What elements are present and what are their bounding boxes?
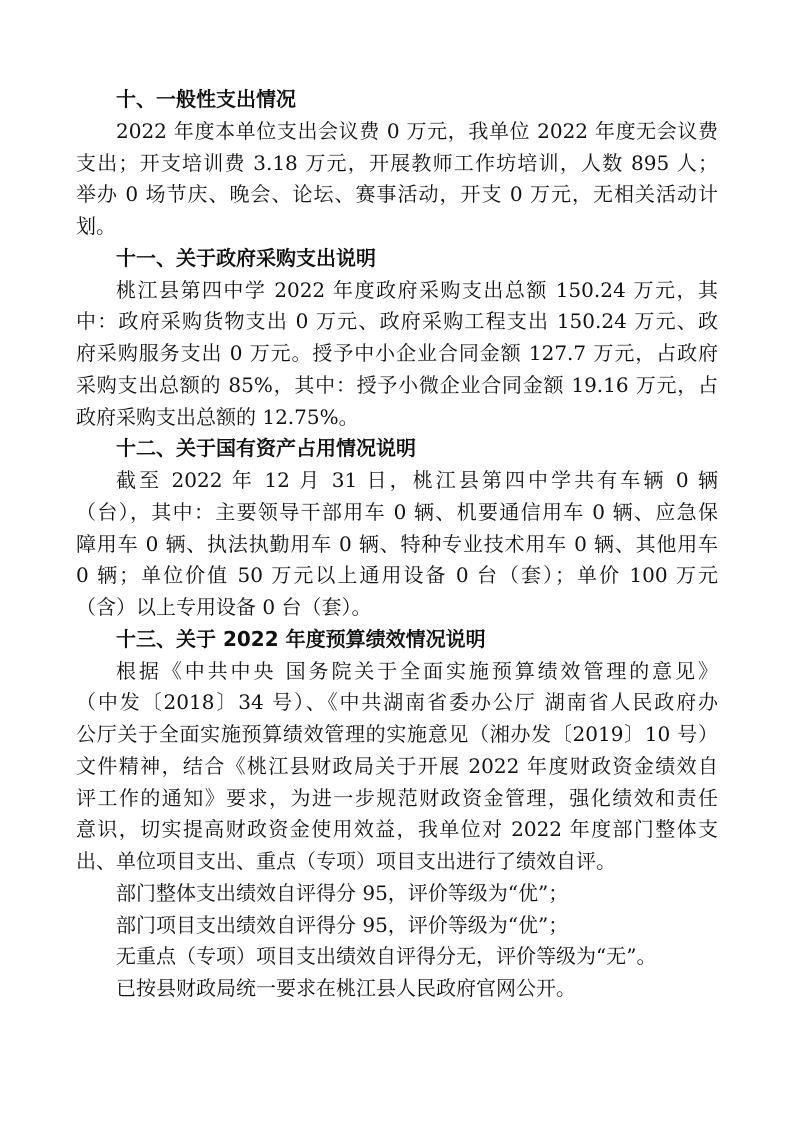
paragraph-line: 2022 年度本单位支出会议费 0 万元，我单位 2022 年度无会议费 [116, 118, 718, 143]
paragraph-line: 文件精神，结合《桃江县财政局关于开展 2022 年度财政资金绩效自 [76, 753, 718, 778]
paragraph-line: 公厅关于全面实施预算绩效管理的实施意见（湘办发〔2019〕10 号） [76, 722, 718, 746]
section-heading: 十一、关于政府采购支出说明 [116, 245, 376, 270]
paragraph-line: 评工作的通知》要求，为进一步规范财政资金管理，强化绩效和责任 [76, 785, 718, 810]
paragraph-line: 政府采购支出总额的 12.75%。 [76, 404, 359, 429]
paragraph-line: （含）以上专用设备 0 台（套）。 [76, 595, 372, 619]
paragraph-line: 部门整体支出绩效自评得分 95，评价等级为“优”； [116, 880, 569, 905]
paragraph-line: 已按县财政局统一要求在桃江县人民政府官网公开。 [116, 976, 576, 1000]
section-heading: 十二、关于国有资产占用情况说明 [116, 436, 416, 461]
paragraph-line: 划。 [76, 214, 116, 238]
document-page [76, 84, 718, 1005]
paragraph-line: 根据《中共中央 国务院关于全面实施预算绩效管理的意见》 [116, 658, 718, 683]
paragraph-line: 桃江县第四中学 2022 年度政府采购支出总额 150.24 万元，其 [116, 277, 718, 302]
paragraph-line: 采购支出总额的 85%，其中：授予小微企业合同金额 19.16 万元，占 [76, 372, 718, 397]
section-heading: 十、一般性支出情况 [116, 87, 296, 111]
paragraph-line: 府采购服务支出 0 万元。授予中小企业合同金额 127.7 万元，占政府 [76, 341, 718, 365]
paragraph-line: 出、单位项目支出、重点（专项）项目支出进行了绩效自评。 [76, 849, 616, 873]
section-heading: 十三、关于 2022 年度预算绩效情况说明 [116, 626, 486, 651]
paragraph-line: 中：政府采购货物支出 0 万元、政府采购工程支出 150.24 万元、政 [76, 309, 718, 334]
paragraph-line: 无重点（专项）项目支出绩效自评得分无，评价等级为“无”。 [116, 944, 657, 969]
paragraph-line: 举办 0 场节庆、晚会、论坛、赛事活动，开支 0 万元，无相关活动计 [76, 182, 718, 207]
paragraph-line: （中发〔2018〕34 号）、《中共湖南省委办公厅 湖南省人民政府办 [76, 690, 718, 715]
paragraph-line: 0 辆；单位价值 50 万元以上通用设备 0 台（套）；单价 100 万元 [76, 563, 718, 588]
paragraph-line: （台），其中：主要领导干部用车 0 辆、机要通信用车 0 辆、应急保 [76, 499, 718, 524]
paragraph-line: 意识，切实提高财政资金使用效益，我单位对 2022 年度部门整体支 [76, 817, 718, 842]
paragraph-line: 截至 2022 年 12 月 31 日，桃江县第四中学共有车辆 0 辆 [116, 468, 718, 492]
paragraph-line: 障用车 0 辆、执法执勤用车 0 辆、特种专业技术用车 0 辆、其他用车 [76, 531, 718, 556]
paragraph-line: 部门项目支出绩效自评得分 95，评价等级为“优”； [116, 912, 569, 937]
paragraph-line: 支出；开支培训费 3.18 万元，开展教师工作坊培训，人数 895 人； [76, 150, 718, 175]
